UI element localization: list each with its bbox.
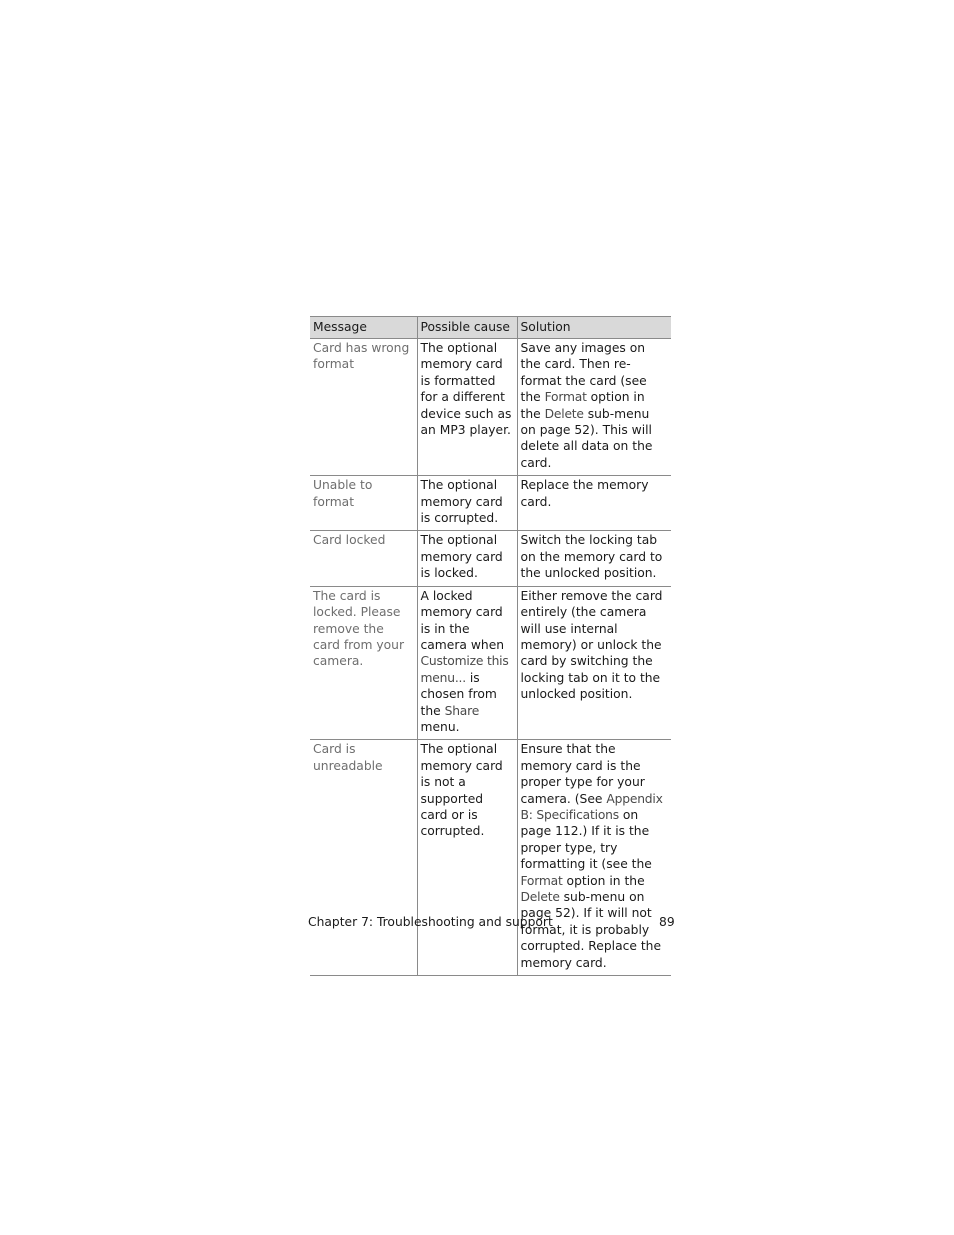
cause-cell: The optional memory card is corrupted. (417, 476, 517, 531)
text-run: Ensure that the memory card is the proper type for your camera. (See (520, 742, 645, 806)
ui-term: Delete (544, 406, 584, 421)
ui-term: Appendix B: Specifications (520, 791, 663, 822)
cause-cell: The optional memory card is formatted for a different device such as an MP3 player. (417, 339, 517, 476)
message-cell: The card is locked. Please remove the card from your camera. (310, 586, 417, 740)
text-run: sub-menu on page 52). If it will not format, it is probably corrupted. Replace the memory card. (520, 890, 662, 970)
solution-cell (517, 476, 671, 531)
solution-cell (517, 339, 671, 476)
text-run: Either remove the card entirely (the camera will use internal memory) or unlock the card by switching the locking tab on it to the unlocked position. (520, 588, 663, 702)
cause-cell: The optional memory card is not a supported card or is corrupted. (417, 740, 517, 976)
ui-term: Format (520, 873, 563, 888)
cause-cell (417, 586, 517, 740)
text-run: A locked memory card is in the camera when (420, 588, 505, 652)
solution-cell (517, 531, 671, 586)
text-run: is chosen from the (420, 670, 497, 718)
ui-term: Delete (520, 890, 560, 904)
header-solution: Solution (517, 317, 671, 339)
text-run: option in the (520, 390, 645, 421)
message-cell: Card has wrong format (310, 339, 417, 476)
cause-cell: The optional memory card is locked. (417, 531, 517, 586)
table-row (310, 586, 671, 740)
message-cell: Card locked (310, 531, 417, 586)
ui-term: Format (544, 390, 587, 405)
table-row (310, 531, 671, 586)
message-cell: Card is unreadable (310, 740, 417, 976)
table-header-row (310, 317, 671, 339)
message-cell: Unable to format (310, 476, 417, 531)
table-row (310, 339, 671, 476)
table-body (310, 339, 671, 976)
text-run: on page 112.) If it is the proper type, try formatting it (see the (520, 807, 652, 872)
page-number: 89 (659, 915, 675, 929)
solution-cell (517, 586, 671, 740)
text-run: Save any images on the card. Then re-format the card (see the (520, 341, 647, 405)
text-run: option in the (562, 873, 645, 888)
text-run: Replace the memory card. (520, 478, 649, 509)
ui-term: Customize this menu... (420, 654, 509, 685)
ui-term: Share (444, 703, 480, 718)
footer-chapter-title: Chapter 7: Troubleshooting and support (308, 915, 553, 929)
table-row (310, 740, 671, 976)
header-possible-cause: Possible cause (417, 317, 517, 339)
text-run: menu. (420, 719, 460, 734)
table-row (310, 476, 671, 531)
troubleshooting-table (310, 316, 671, 976)
text-run: sub-menu on page 52). This will delete all data on the card. (520, 406, 653, 470)
header-message: Message (310, 317, 417, 339)
text-run: Switch the locking tab on the memory card to the unlocked position. (520, 533, 663, 581)
solution-cell (517, 740, 671, 976)
